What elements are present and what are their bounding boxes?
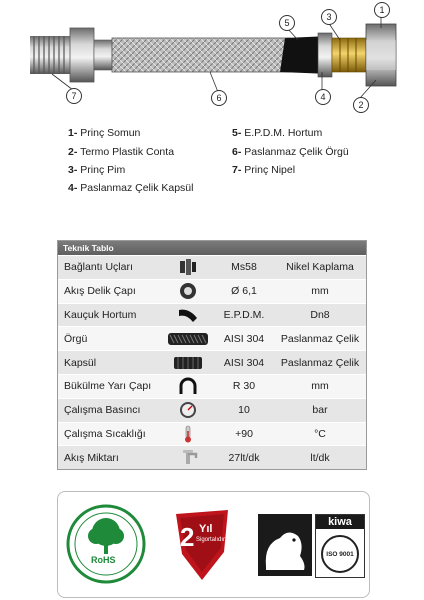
certificates-panel xyxy=(57,491,370,598)
brass-pin xyxy=(332,38,366,72)
table-row xyxy=(58,445,366,469)
row-label: Bağlantı Uçları xyxy=(64,261,133,274)
pressure-gauge-icon xyxy=(177,401,199,419)
capsule-left xyxy=(94,40,112,70)
row-label: Bükülme Yarı Çapı xyxy=(64,380,152,393)
warranty-number: 2 xyxy=(180,522,195,552)
braid-icon xyxy=(168,331,208,347)
callout-7: 7 xyxy=(66,88,82,104)
row-unit: Paslanmaz Çelik xyxy=(280,332,360,345)
callout-5: 5 xyxy=(279,15,295,31)
table-row xyxy=(58,303,366,327)
callout-3: 3 xyxy=(321,9,337,25)
table-row xyxy=(58,422,366,446)
steel-capsule xyxy=(318,33,332,77)
table-row xyxy=(58,255,366,279)
iso-label: ISO 9001 xyxy=(321,535,359,573)
table-row xyxy=(58,398,366,422)
brass-nipple-threads xyxy=(30,36,70,74)
rohs-label: RoHS xyxy=(91,555,116,565)
row-label: Örgü xyxy=(64,332,88,345)
table-row xyxy=(58,374,366,398)
fittings-icon xyxy=(177,258,199,276)
warranty-subtitle: Sigortalıdır. xyxy=(196,537,227,543)
row-value: 27lt/dk xyxy=(228,451,260,464)
kiwa-iso-logo xyxy=(315,514,365,578)
technical-table xyxy=(57,240,367,470)
row-unit: Dn8 xyxy=(310,308,330,321)
legend-item-3: 3- Prinç Pim xyxy=(68,164,126,176)
orifice-icon xyxy=(177,282,199,300)
row-unit: Paslanmaz Çelik xyxy=(280,356,360,369)
table-row xyxy=(58,279,366,303)
hose-diagram xyxy=(0,0,424,120)
row-value: AISI 304 xyxy=(223,356,265,369)
rohs-logo xyxy=(66,502,146,586)
legend-item-4: 4- Paslanmaz Çelik Kapsül xyxy=(68,182,194,194)
row-value: 10 xyxy=(238,404,250,417)
legend-item-2: 2- Termo Plastik Conta xyxy=(68,146,175,158)
steel-braid xyxy=(112,38,290,72)
legend-item-7: 7- Prinç Nipel xyxy=(232,164,296,176)
rubber-hose-icon xyxy=(177,306,199,324)
callout-2: 2 xyxy=(353,97,369,113)
row-unit: lt/dk xyxy=(310,451,330,464)
row-label: Çalışma Basıncı xyxy=(64,404,141,417)
row-unit: mm xyxy=(311,285,329,298)
row-unit: mm xyxy=(311,380,329,393)
row-unit: bar xyxy=(312,404,328,417)
warranty-badge xyxy=(166,504,238,584)
table-row xyxy=(58,326,366,350)
table-row xyxy=(58,350,366,374)
row-label: Akış Delik Çapı xyxy=(64,285,136,298)
legend-item-1: 1- Prinç Somun xyxy=(68,127,141,139)
legend-item-5: 5- E.P.D.M. Hortum xyxy=(232,127,323,139)
row-value: Ms58 xyxy=(231,261,257,274)
capsule-icon xyxy=(173,355,203,371)
row-value: E.P.D.M. xyxy=(223,308,265,321)
hex-nut xyxy=(70,28,94,82)
row-value: R 30 xyxy=(232,380,256,393)
table-title: Teknik Tablo xyxy=(58,241,366,255)
row-label: Çalışma Sıcaklığı xyxy=(64,427,146,440)
bend-radius-icon xyxy=(177,377,199,395)
legend-item-6: 6- Paslanmaz Çelik Örgü xyxy=(232,146,349,158)
row-value: +90 xyxy=(235,427,253,440)
callout-4: 4 xyxy=(315,89,331,105)
warranty-word: Yıl xyxy=(199,523,213,535)
row-unit: °C xyxy=(314,427,326,440)
row-unit: Nikel Kaplama xyxy=(286,261,354,274)
row-label: Kauçuk Hortum xyxy=(64,308,137,321)
kiwa-label: kiwa xyxy=(316,515,364,529)
row-label: Akış Miktarı xyxy=(64,451,119,464)
row-label: Kapsül xyxy=(64,356,97,369)
callout-6: 6 xyxy=(211,90,227,106)
beaver-logo xyxy=(258,514,312,576)
faucet-icon xyxy=(177,449,199,467)
row-value: AISI 304 xyxy=(223,332,265,345)
thermometer-icon xyxy=(177,425,199,443)
row-value: Ø 6,1 xyxy=(231,285,257,298)
callout-1: 1 xyxy=(374,2,390,18)
